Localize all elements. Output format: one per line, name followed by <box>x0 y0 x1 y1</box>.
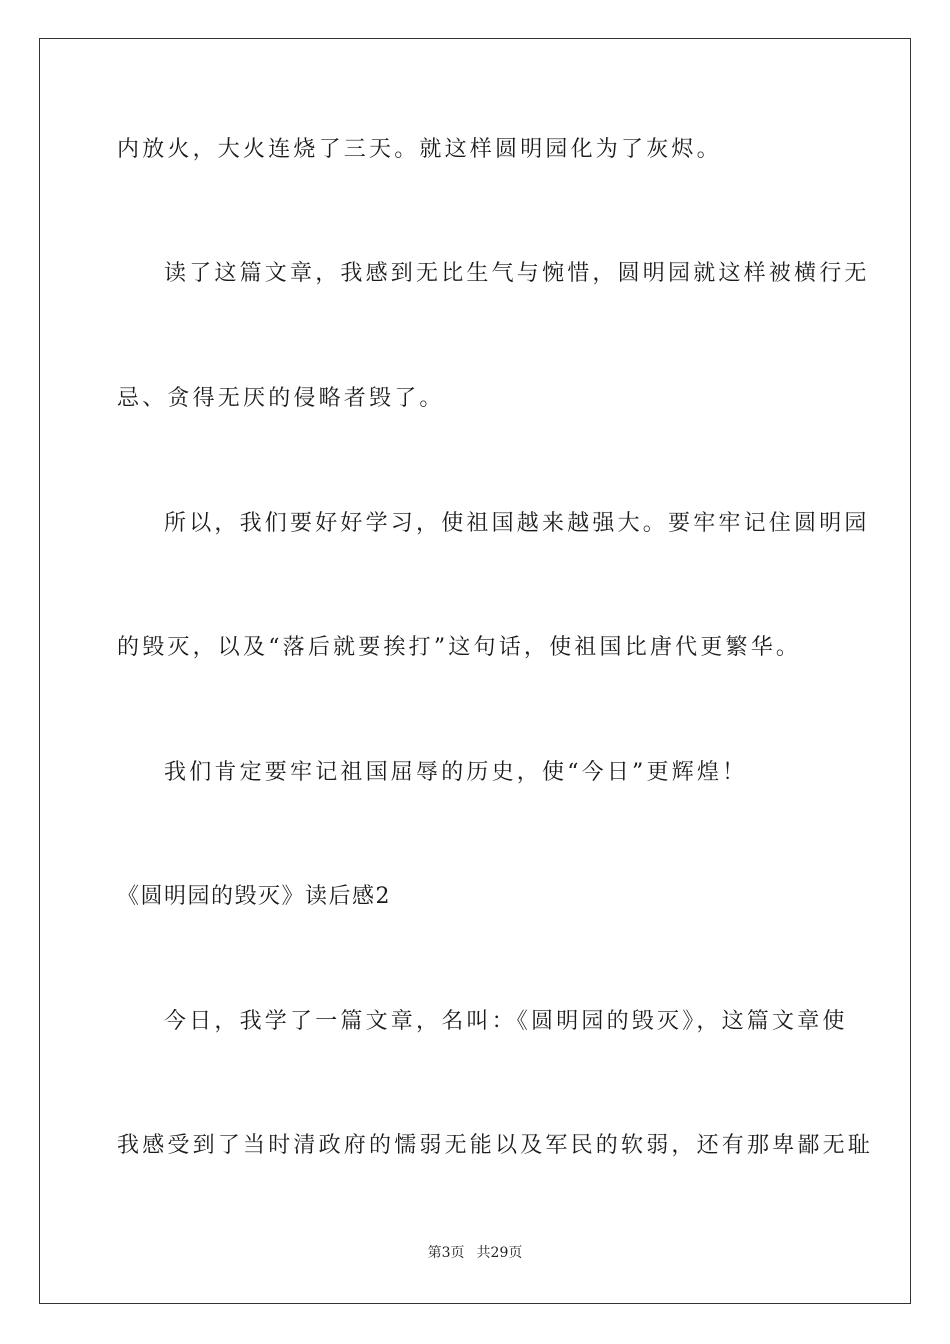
page-footer <box>0 1243 950 1263</box>
paragraph-line-4: 所以，我们要好好学习，使祖国越来越强大。要牢牢记住圆明园 <box>164 511 870 536</box>
paragraph-line-1: 内放火，大火连烧了三天。就这样圆明园化为了灰烬。 <box>117 137 722 162</box>
page-number-total: 共29页 <box>476 1245 523 1261</box>
page-border <box>39 38 911 1304</box>
paragraph-line-2: 读了这篇文章，我感到无比生气与惋惜，圆明园就这样被横行无 <box>164 261 870 286</box>
page-number-current: 第3页 <box>427 1245 465 1261</box>
paragraph-line-5: 的毁灭，以及“落后就要挨打”这句话，使祖国比唐代更繁华。 <box>117 635 802 660</box>
paragraph-line-7: 今日，我学了一篇文章，名叫：《圆明园的毁灭》，这篇文章使 <box>164 1009 848 1034</box>
paragraph-line-3: 忌、贪得无厌的侵略者毁了。 <box>117 386 445 411</box>
section-heading: 《圆明园的毁灭》读后感2 <box>117 884 391 909</box>
paragraph-line-8: 我感受到了当时清政府的懦弱无能以及军民的软弱，还有那卑鄙无耻 <box>117 1133 874 1158</box>
paragraph-line-6: 我们肯定要牢记祖国屈辱的历史，使“今日”更辉煌！ <box>164 760 748 785</box>
